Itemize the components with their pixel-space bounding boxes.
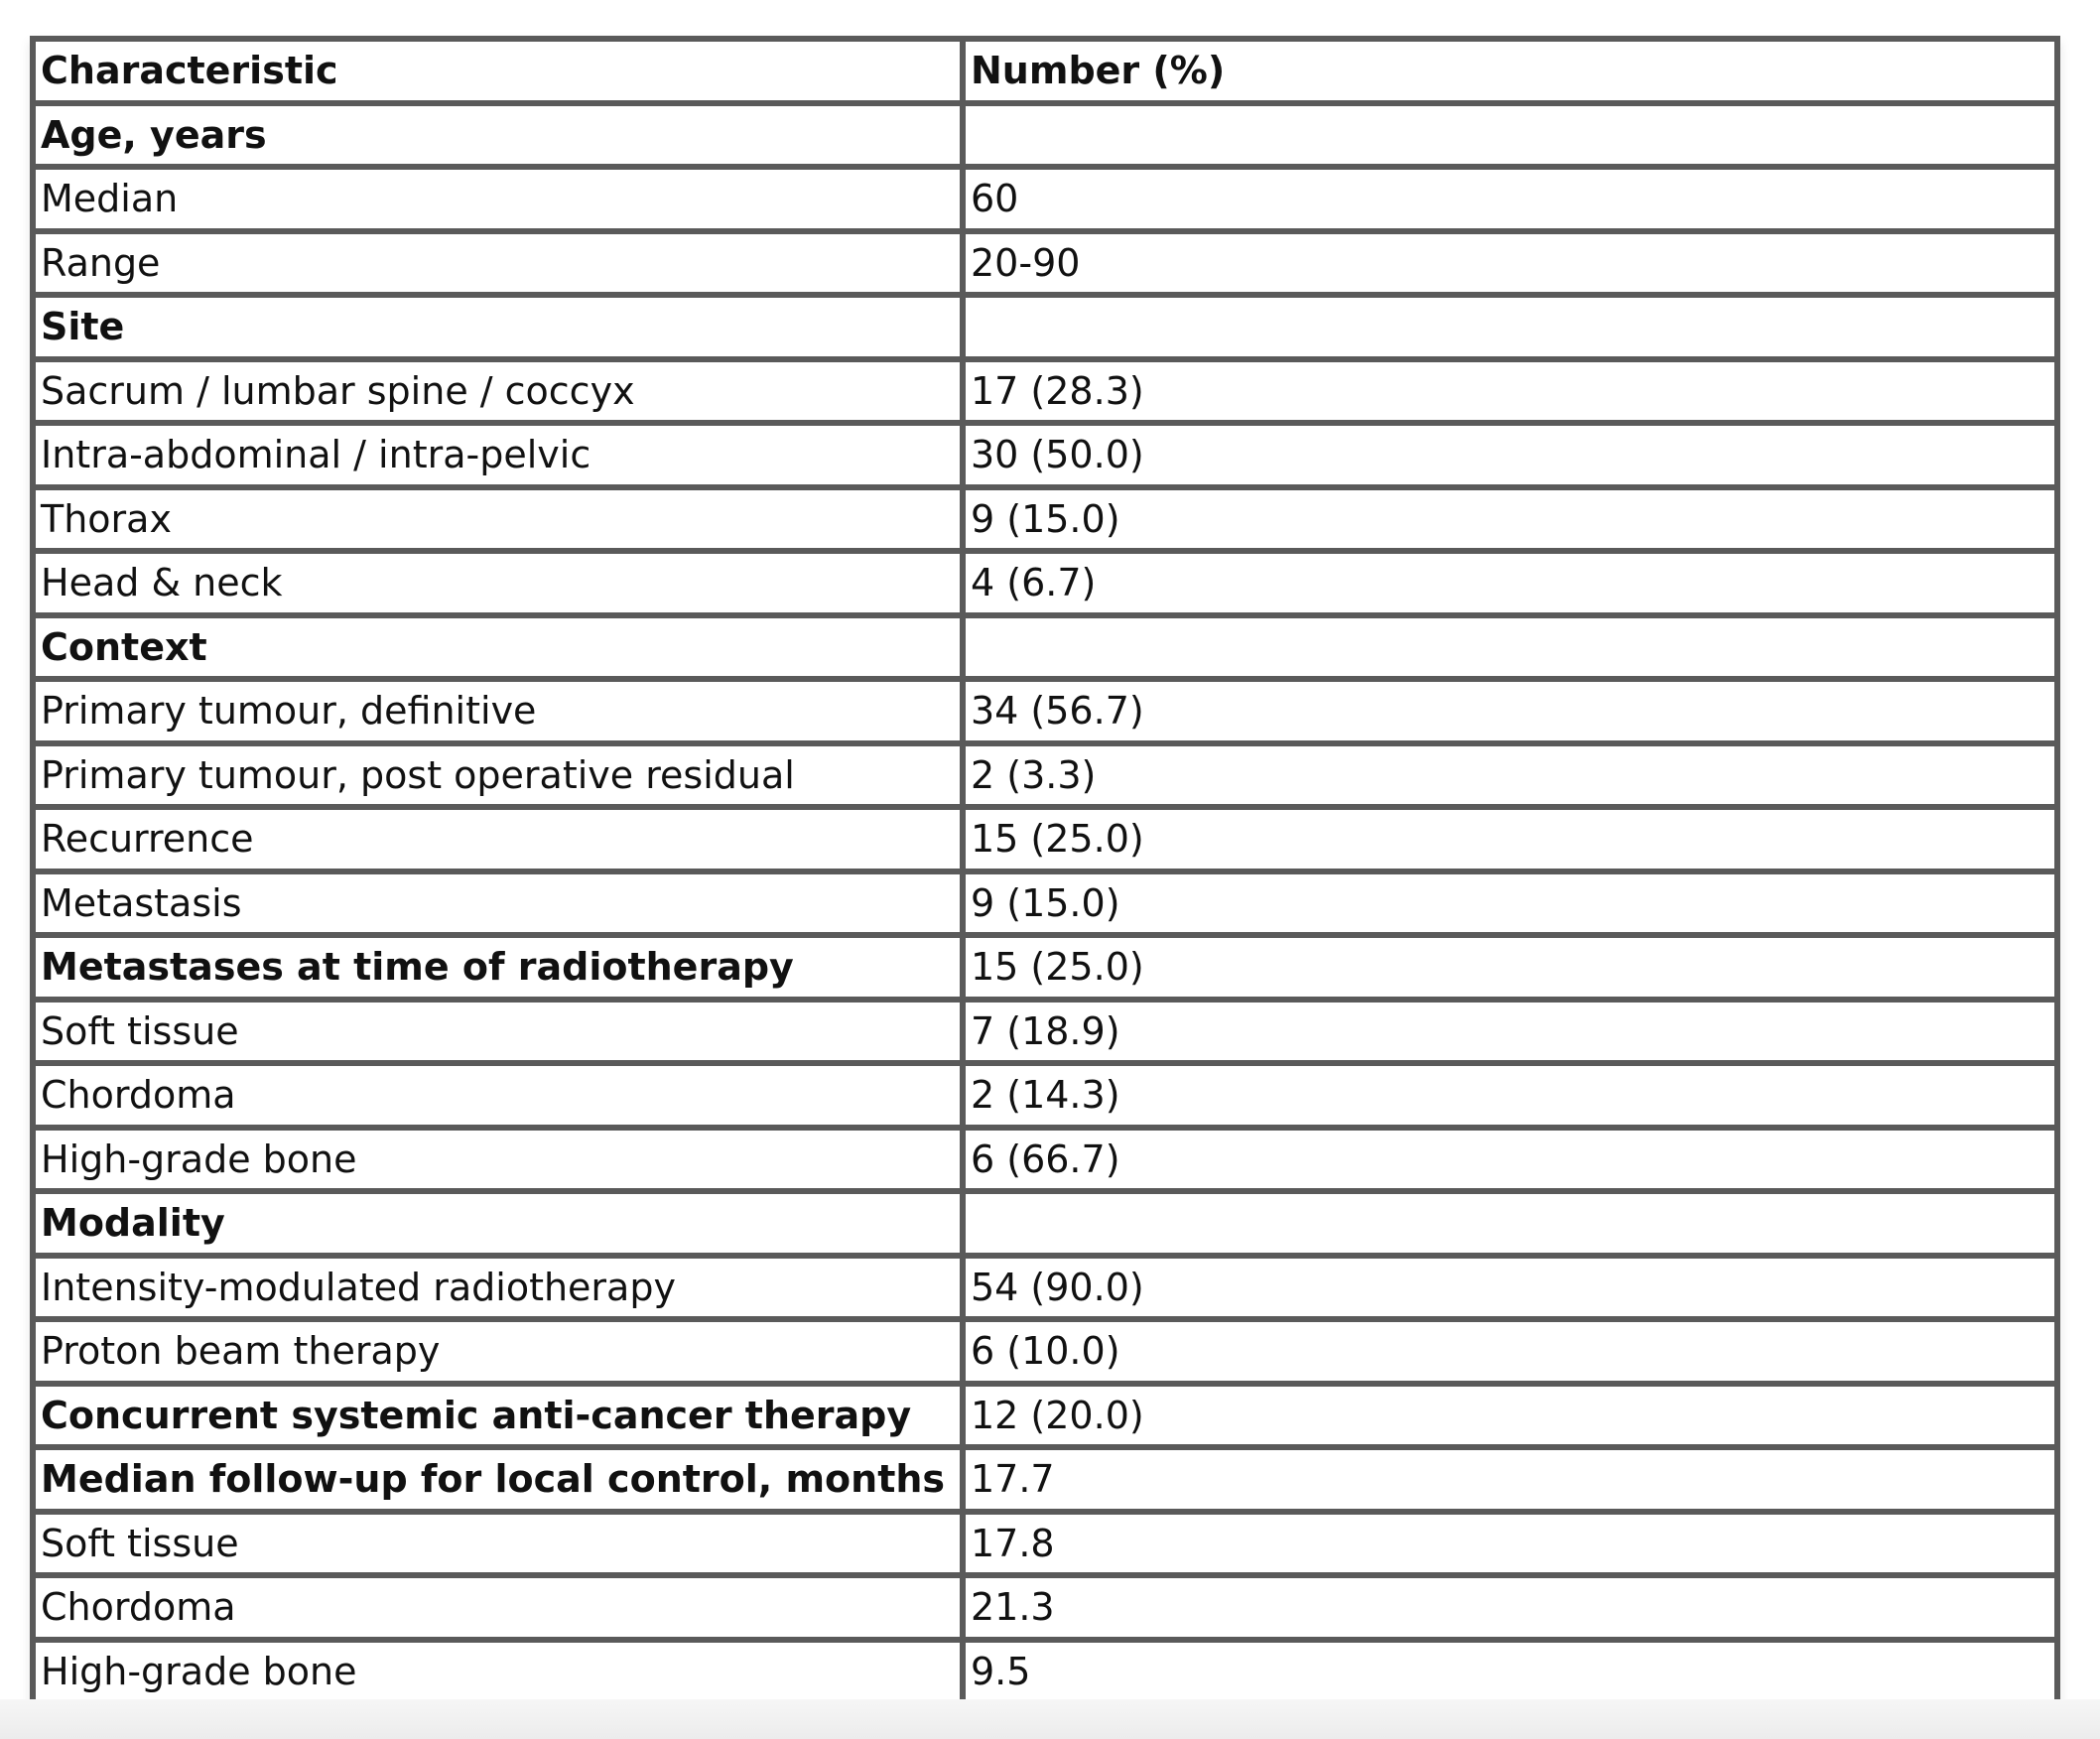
row-value: 60 xyxy=(963,167,2057,231)
row-value: 20-90 xyxy=(963,231,2057,296)
table-header-row xyxy=(33,39,2057,103)
row-label: Concurrent systemic anti-cancer therapy xyxy=(33,1384,963,1448)
row-value: 9 (15.0) xyxy=(963,871,2057,936)
table-row xyxy=(33,103,2057,168)
page-bottom-shade xyxy=(0,1699,2100,1739)
row-value: 2 (3.3) xyxy=(963,743,2057,808)
row-label: Proton beam therapy xyxy=(33,1319,963,1384)
table-row xyxy=(33,1640,2057,1704)
table-row xyxy=(33,1384,2057,1448)
row-label: High-grade bone xyxy=(33,1128,963,1192)
column-header-number: Number (%) xyxy=(963,39,2057,103)
row-value: 6 (10.0) xyxy=(963,1319,2057,1384)
row-value: 17.7 xyxy=(963,1447,2057,1512)
row-label: Sacrum / lumbar spine / coccyx xyxy=(33,359,963,424)
row-value: 15 (25.0) xyxy=(963,807,2057,871)
row-label: Primary tumour, post operative residual xyxy=(33,743,963,808)
row-value: 12 (20.0) xyxy=(963,1384,2057,1448)
row-value xyxy=(963,1191,2057,1256)
row-label: Primary tumour, definitive xyxy=(33,679,963,743)
row-value: 9.5 xyxy=(963,1640,2057,1704)
row-label: Recurrence xyxy=(33,807,963,871)
table-row xyxy=(33,871,2057,936)
table-row xyxy=(33,1575,2057,1640)
table-row xyxy=(33,679,2057,743)
row-value: 30 (50.0) xyxy=(963,423,2057,487)
characteristics-table xyxy=(30,36,2060,1706)
row-label: Chordoma xyxy=(33,1063,963,1128)
row-label: Intensity-modulated radiotherapy xyxy=(33,1256,963,1320)
table-row xyxy=(33,1063,2057,1128)
table-row xyxy=(33,167,2057,231)
table-container xyxy=(30,36,2060,1706)
row-label: Median follow-up for local control, months xyxy=(33,1447,963,1512)
row-value: 34 (56.7) xyxy=(963,679,2057,743)
row-value: 21.3 xyxy=(963,1575,2057,1640)
row-value: 17.8 xyxy=(963,1512,2057,1576)
row-label: Site xyxy=(33,295,963,359)
row-label: Modality xyxy=(33,1191,963,1256)
row-label: Median xyxy=(33,167,963,231)
row-label: Thorax xyxy=(33,487,963,552)
table-body xyxy=(33,103,2057,1704)
row-value: 2 (14.3) xyxy=(963,1063,2057,1128)
row-value: 54 (90.0) xyxy=(963,1256,2057,1320)
row-label: Range xyxy=(33,231,963,296)
table-row xyxy=(33,423,2057,487)
table-row xyxy=(33,295,2057,359)
column-header-characteristic: Characteristic xyxy=(33,39,963,103)
table-row xyxy=(33,1000,2057,1064)
row-value: 4 (6.7) xyxy=(963,551,2057,615)
row-label: Intra-abdominal / intra-pelvic xyxy=(33,423,963,487)
table-row xyxy=(33,231,2057,296)
row-label: Soft tissue xyxy=(33,1000,963,1064)
table-row xyxy=(33,1128,2057,1192)
row-label: High-grade bone xyxy=(33,1640,963,1704)
table-row xyxy=(33,807,2057,871)
row-label: Chordoma xyxy=(33,1575,963,1640)
row-label: Metastases at time of radiotherapy xyxy=(33,935,963,1000)
row-label: Soft tissue xyxy=(33,1512,963,1576)
row-value: 9 (15.0) xyxy=(963,487,2057,552)
row-value: 6 (66.7) xyxy=(963,1128,2057,1192)
table-row xyxy=(33,935,2057,1000)
table-row xyxy=(33,1256,2057,1320)
row-value xyxy=(963,615,2057,680)
row-value: 7 (18.9) xyxy=(963,1000,2057,1064)
row-label: Age, years xyxy=(33,103,963,168)
table-row xyxy=(33,615,2057,680)
row-label: Context xyxy=(33,615,963,680)
table-row xyxy=(33,743,2057,808)
row-value: 15 (25.0) xyxy=(963,935,2057,1000)
table-row xyxy=(33,1319,2057,1384)
table-row xyxy=(33,487,2057,552)
row-value xyxy=(963,103,2057,168)
row-label: Head & neck xyxy=(33,551,963,615)
row-label: Metastasis xyxy=(33,871,963,936)
row-value xyxy=(963,295,2057,359)
table-row xyxy=(33,1447,2057,1512)
row-value: 17 (28.3) xyxy=(963,359,2057,424)
table-row xyxy=(33,551,2057,615)
table-row xyxy=(33,1191,2057,1256)
table-row xyxy=(33,359,2057,424)
table-row xyxy=(33,1512,2057,1576)
